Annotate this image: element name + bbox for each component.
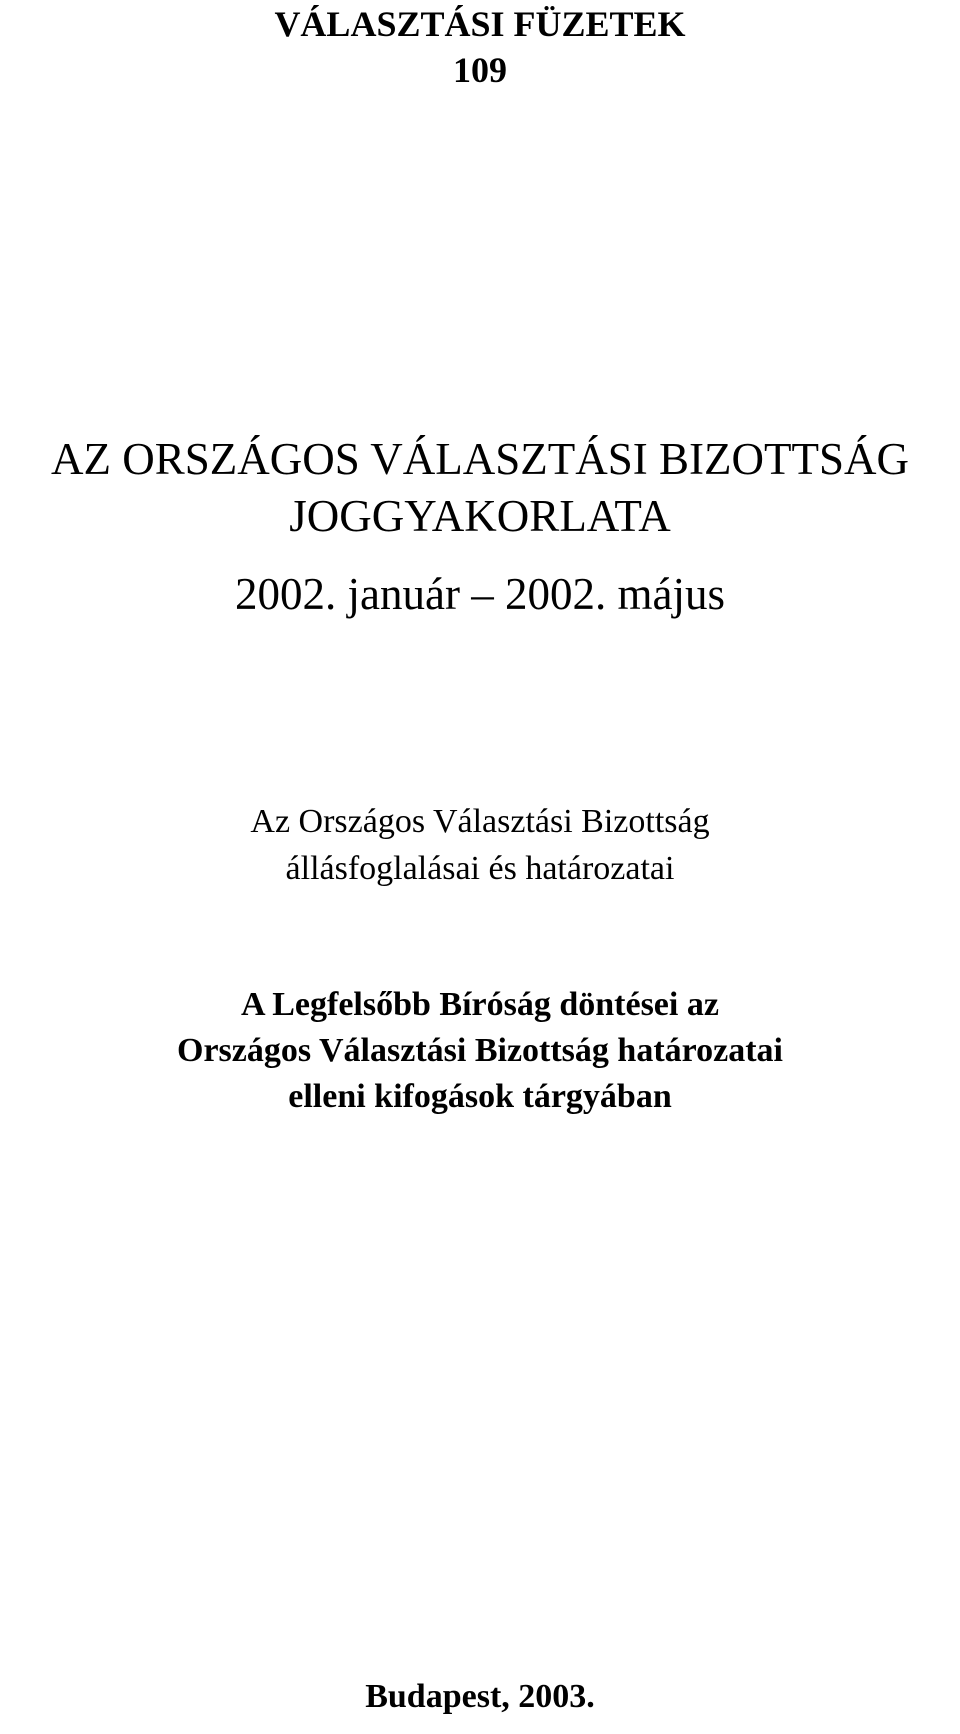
main-title-line-1: AZ ORSZÁGOS VÁLASZTÁSI BIZOTTSÁG [51,434,909,484]
series-number: 109 [453,50,507,90]
court-section-line-3: elleni kifogások tárgyában [288,1078,672,1115]
place-and-date: Budapest, 2003. [365,1678,595,1715]
court-section-line-2: Országos Választási Bizottság határozatai [177,1032,783,1069]
main-title-line-2: JOGGYAKORLATA [289,491,671,541]
court-section-line-1: A Legfelsőbb Bíróság döntései az [241,986,719,1023]
period-range: 2002. január – 2002. május [235,569,725,619]
subtitle-line-1: Az Országos Választási Bizottság [250,803,710,840]
series-title: VÁLASZTÁSI FÜZETEK [274,4,686,44]
subtitle-line-2: állásfoglalásai és határozatai [285,850,675,887]
